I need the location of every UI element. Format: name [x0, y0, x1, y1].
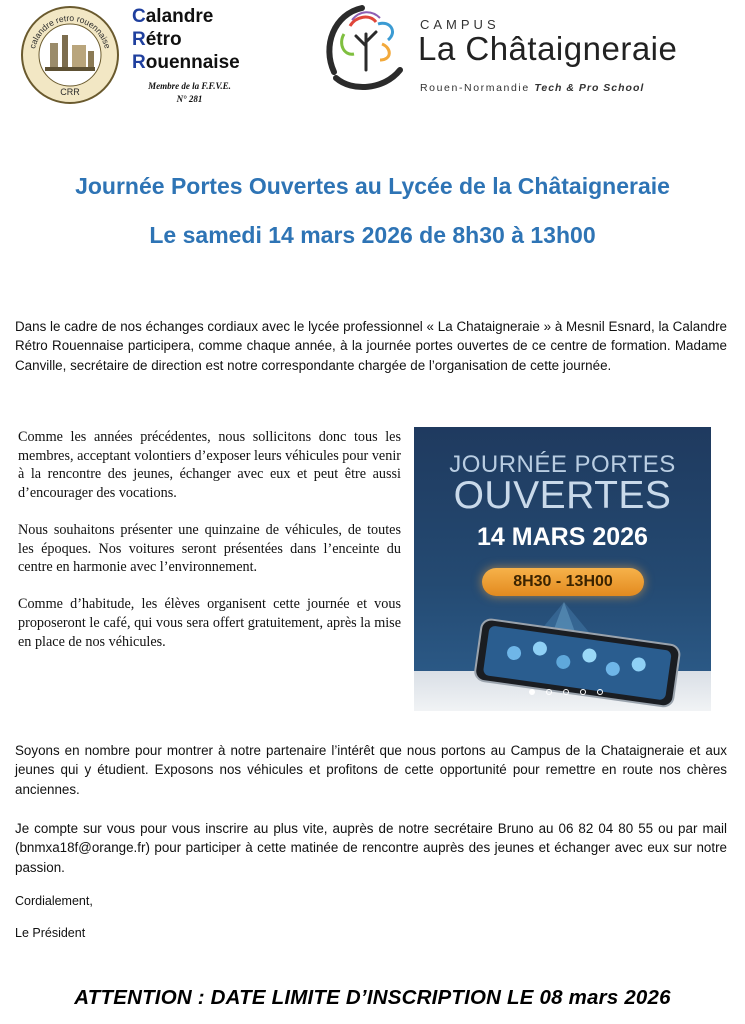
intro-paragraph: Dans le cadre de nos échanges cordiaux avec le lycée professionnel « La Chataigneraie » à Mesnil Esnard, la Calandre Rétro Rouennaise participera, comme chaque année, à la journée portes ouvertes de ce centre de formation. Madame Canville, secrétaire de direction est notre correspondante chargée de l’organisation de cette journée.: [15, 319, 727, 373]
club-seal-logo: [20, 5, 120, 105]
greeting: Cordialement,: [15, 894, 93, 908]
closing-paragraph-2: Je compte sur vous pour vous inscrire au plus vite, auprès de notre secrétaire Bruno au 06 82 04 80 55 ou par mail (bnmxa18f@orange.fr) pour participer à cette matinée de rencontre auprès des jeunes et échanger avec eux sur notre passion.: [15, 821, 727, 875]
club-name-line: Calandre: [132, 6, 214, 27]
club-name-line: Rouennaise: [132, 52, 240, 73]
carousel-dot-2[interactable]: [546, 689, 552, 695]
deadline-notice: ATTENTION : DATE LIMITE D’INSCRIPTION LE 08 mars 2026: [74, 986, 671, 1009]
club-membership: Membre de la F.F.V.E. N° 281: [148, 81, 231, 104]
seal-initials: CRR: [60, 87, 80, 97]
promo-heading-line2: OUVERTES: [453, 474, 672, 517]
promo-banner-image: [414, 427, 711, 711]
signature: Le Président: [15, 926, 86, 940]
carousel-dot-5[interactable]: [597, 689, 603, 695]
carousel-dot-1[interactable]: [529, 689, 535, 695]
inner-paragraph: Nous souhaitons présenter une quinzaine de véhicules, de toutes les époques. Nos voitures seront présentées dans l’enceinte du centre en harmonie avec l’environnement.: [18, 521, 401, 576]
promo-heading-line1: JOURNÉE PORTES: [449, 451, 676, 478]
club-name: [132, 5, 240, 74]
inner-text-block: [18, 428, 401, 670]
promo-time: 8H30 - 13H00: [513, 573, 613, 590]
club-name-line: Rétro: [132, 29, 182, 50]
carousel-dot-4[interactable]: [580, 689, 586, 695]
promo-date: 14 MARS 2026: [477, 523, 648, 551]
carousel-dot-3[interactable]: [563, 689, 569, 695]
campus-tagline: Rouen-Normandie Tech & Pro School: [420, 82, 645, 94]
seal-arc-text: calandre retro rouennaise: [27, 12, 113, 50]
closing-paragraph-1: Soyons en nombre pour montrer à notre partenaire l’intérêt que nous portons au Campus de la Chataigneraie et aux jeunes qui y étudient. Exposons nos véhicules et profitons de cette opportunité pour remettre en route nos chères anciennes.: [15, 743, 727, 797]
page-title: Journée Portes Ouvertes au Lycée de la Châtaigneraie: [75, 173, 670, 199]
campus-name: La Châtaigneraie: [418, 30, 678, 67]
promo-background: [414, 427, 711, 711]
smartphone-icon: [414, 602, 711, 711]
promo-time-pill: [482, 568, 644, 596]
inner-paragraph: Comme les années précédentes, nous sollicitons donc tous les membres, acceptant volontiers d’exposer leurs véhicules pour venir à la rencontre des jeunes, échanger avec eux et peut être aussi d’encourager des vocations.: [18, 429, 401, 501]
page-subtitle-date: Le samedi 14 mars 2026 de 8h30 à 13h00: [149, 222, 596, 248]
campus-tree-logo-icon: [322, 0, 410, 92]
campus-label: CAMPUS: [420, 17, 500, 32]
inner-paragraph: Comme d’habitude, les élèves organisent cette journée et vous proposeront le café, qui vous sera offert gratuitement, après la mise en place de nos véhicules.: [18, 596, 401, 650]
